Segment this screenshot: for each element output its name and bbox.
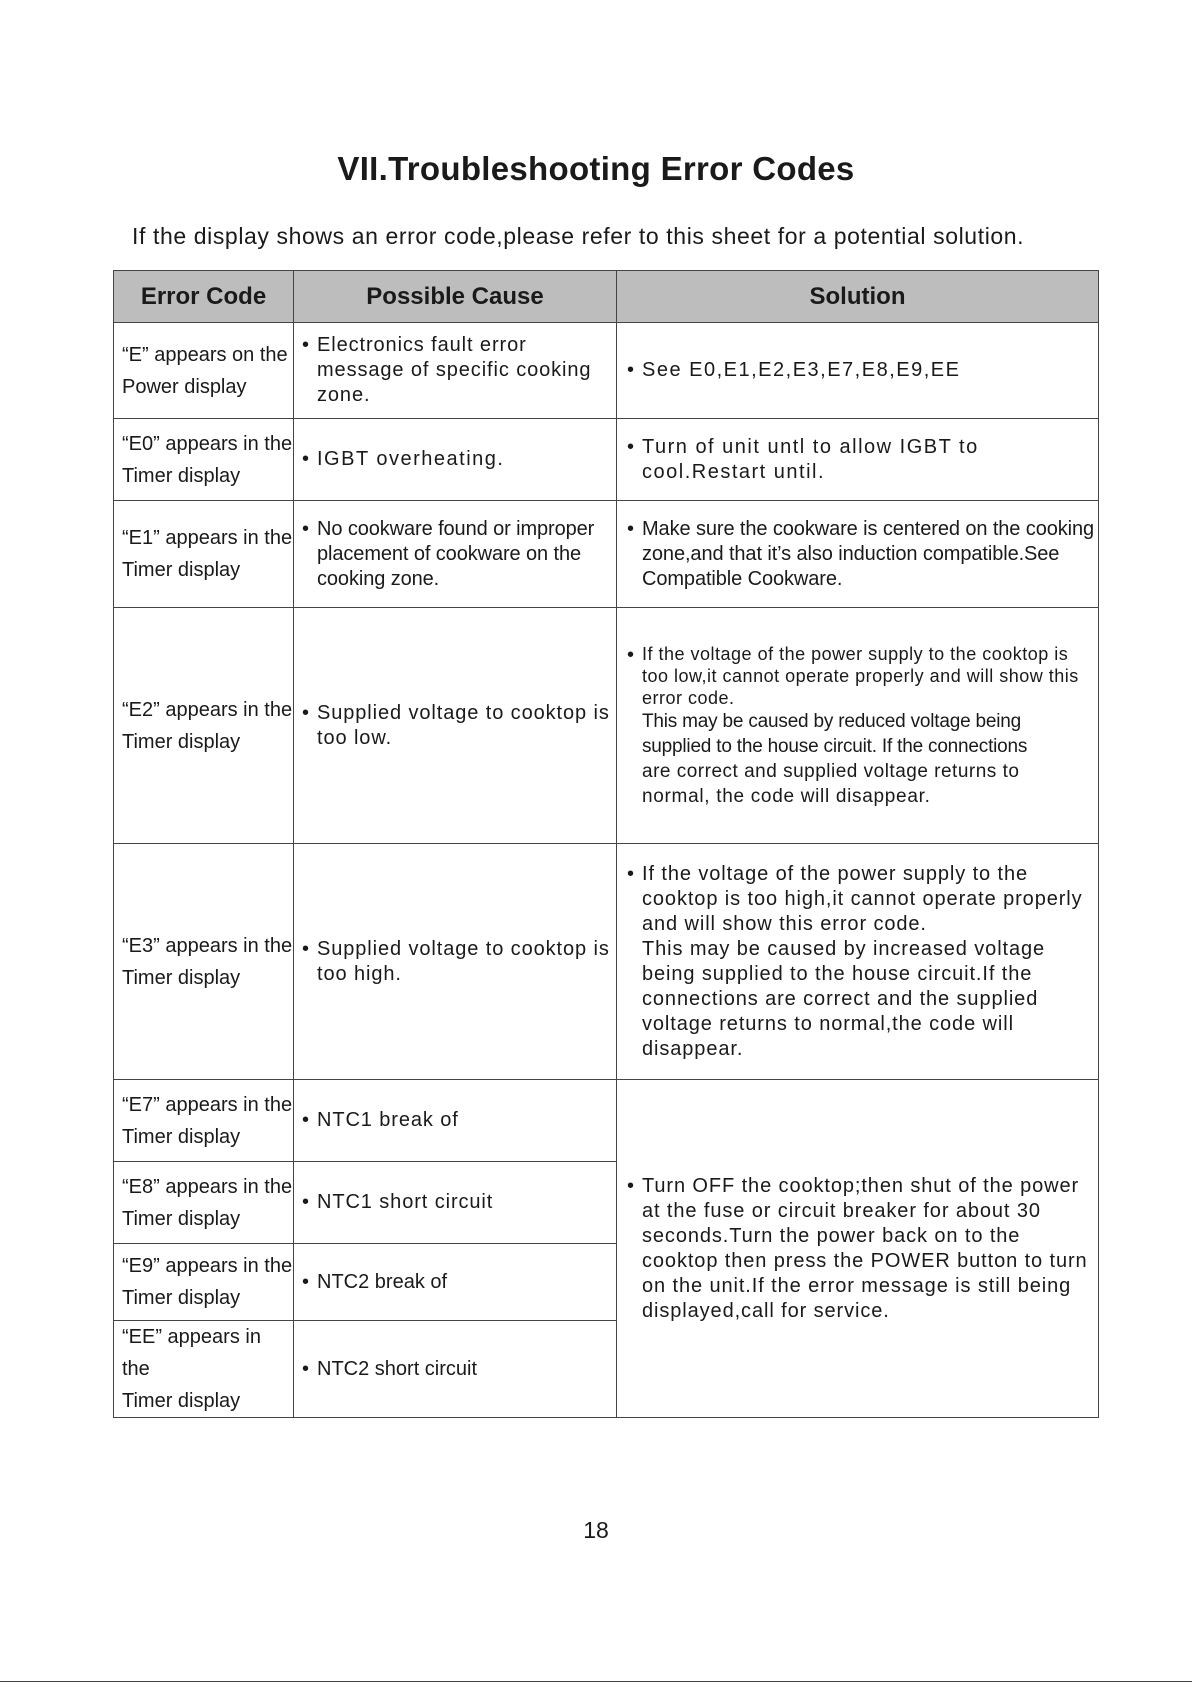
cause-cell bbox=[294, 501, 617, 608]
table-row bbox=[114, 501, 1099, 608]
table-row bbox=[114, 419, 1099, 501]
solution-cell bbox=[617, 608, 1099, 844]
page-number: 18 bbox=[583, 1517, 609, 1543]
solution-text: • If the voltage of the power supply to the cooktop is too low,it cannot operate properly and will show this error code. bbox=[642, 643, 1079, 708]
error-code-line: Timer display bbox=[122, 1125, 241, 1148]
error-code-line: Timer display bbox=[122, 1287, 241, 1309]
header-error-code: Error Code bbox=[114, 271, 294, 323]
cause-text: • No cookware found or improper placement of cookware on the cooking zone. bbox=[300, 517, 616, 592]
solution-cell bbox=[617, 844, 1099, 1080]
cause-text: • Electronics fault error message of specific cooking zone. bbox=[300, 333, 616, 408]
error-code-line: Timer display bbox=[122, 559, 241, 581]
table-row bbox=[114, 844, 1099, 1080]
solution-text: • If the voltage of the power supply to the cooktop is too high,it cannot operate properly and will show this error code. bbox=[642, 862, 1083, 935]
solution-text: • See E0,E1,E2,E3,E7,E8,E9,EE bbox=[625, 358, 1098, 383]
error-code-line: Timer display bbox=[122, 1207, 241, 1230]
error-code-cell bbox=[114, 608, 294, 844]
error-code-line: Timer display bbox=[122, 966, 241, 989]
cause-text: • Supplied voltage to cooktop is too high. bbox=[300, 937, 616, 987]
solution-text: This may be caused by increased voltage being supplied to the house circuit.If the connections are correct and the supplied voltage returns to normal,the code will disappear. bbox=[642, 937, 1046, 1060]
solution-bullet bbox=[625, 643, 1098, 809]
table-row bbox=[114, 323, 1099, 419]
page-title: VII.Troubleshooting Error Codes bbox=[337, 150, 855, 187]
cause-cell bbox=[294, 419, 617, 501]
error-code-line: “E7” appears in the bbox=[122, 1093, 293, 1116]
error-code-line: “E” appears on the bbox=[122, 343, 288, 366]
error-code-line: Timer display bbox=[122, 1390, 241, 1412]
bottom-rule bbox=[0, 1681, 1192, 1682]
cause-text: • NTC2 short circuit bbox=[300, 1357, 616, 1382]
header-possible-cause: Possible Cause bbox=[294, 271, 617, 323]
error-code-line: Power display bbox=[122, 375, 247, 398]
cause-cell bbox=[294, 1162, 617, 1244]
solution-text: normal, the code will disappear. bbox=[642, 785, 931, 807]
error-code-cell bbox=[114, 1080, 294, 1162]
error-codes-table bbox=[113, 270, 1099, 1418]
cause-cell bbox=[294, 1080, 617, 1162]
solution-cell bbox=[617, 323, 1099, 419]
error-code-line: “E2” appears in the bbox=[122, 698, 293, 721]
error-code-cell bbox=[114, 1321, 294, 1418]
solution-cell bbox=[617, 419, 1099, 501]
cause-cell bbox=[294, 1244, 617, 1321]
error-code-cell bbox=[114, 323, 294, 419]
page-subtitle: If the display shows an error code,please refer to this sheet for a potential solution. bbox=[132, 223, 1025, 249]
error-code-line: Timer display bbox=[122, 730, 241, 753]
error-code-line: “EE” appears in the bbox=[122, 1326, 261, 1380]
table-row bbox=[114, 1080, 1099, 1162]
solution-bullet bbox=[625, 862, 1098, 1062]
table-header-row bbox=[114, 271, 1099, 323]
cause-text: • NTC1 break of bbox=[300, 1108, 616, 1133]
error-code-cell bbox=[114, 419, 294, 501]
cause-text: • Supplied voltage to cooktop is too low. bbox=[300, 701, 616, 751]
solution-cell bbox=[617, 501, 1099, 608]
error-code-cell bbox=[114, 501, 294, 608]
solution-text: • Turn OFF the cooktop;then shut of the power at the fuse or circuit breaker for about 30 seconds.Turn the power back on to the cooktop then press the POWER button to turn on the unit.If the error message is still being displayed,call for service. bbox=[625, 1174, 1098, 1324]
cause-cell bbox=[294, 608, 617, 844]
solution-text: • Make sure the cookware is centered on the cooking zone,and that it’s also induction compatible.See Compatible Cookware. bbox=[625, 517, 1098, 592]
error-code-line: “E3” appears in the bbox=[122, 934, 293, 957]
error-code-line: “E0” appears in the bbox=[122, 432, 293, 455]
cause-cell bbox=[294, 1321, 617, 1418]
cause-text: • IGBT overheating. bbox=[300, 447, 616, 472]
cause-text: • NTC2 break of bbox=[300, 1270, 616, 1295]
error-code-cell bbox=[114, 1244, 294, 1321]
error-code-line: Timer display bbox=[122, 464, 241, 487]
table-row bbox=[114, 608, 1099, 844]
cause-text: • NTC1 short circuit bbox=[300, 1190, 616, 1215]
solution-text: • Turn of unit untl to allow IGBT to cool.Restart until. bbox=[625, 435, 1098, 485]
error-code-line: “E9” appears in the bbox=[122, 1255, 293, 1277]
error-code-cell bbox=[114, 1162, 294, 1244]
error-code-cell bbox=[114, 844, 294, 1080]
cause-cell bbox=[294, 844, 617, 1080]
solution-text: This may be caused by reduced voltage being bbox=[642, 710, 1022, 732]
solution-text: supplied to the house circuit. If the connections bbox=[642, 735, 1028, 757]
error-code-line: “E1” appears in the bbox=[122, 527, 293, 549]
shared-solution-cell bbox=[617, 1080, 1099, 1418]
solution-text: are correct and supplied voltage returns to bbox=[642, 760, 1020, 782]
cause-cell bbox=[294, 323, 617, 419]
error-code-line: “E8” appears in the bbox=[122, 1175, 293, 1198]
header-solution: Solution bbox=[617, 271, 1099, 323]
